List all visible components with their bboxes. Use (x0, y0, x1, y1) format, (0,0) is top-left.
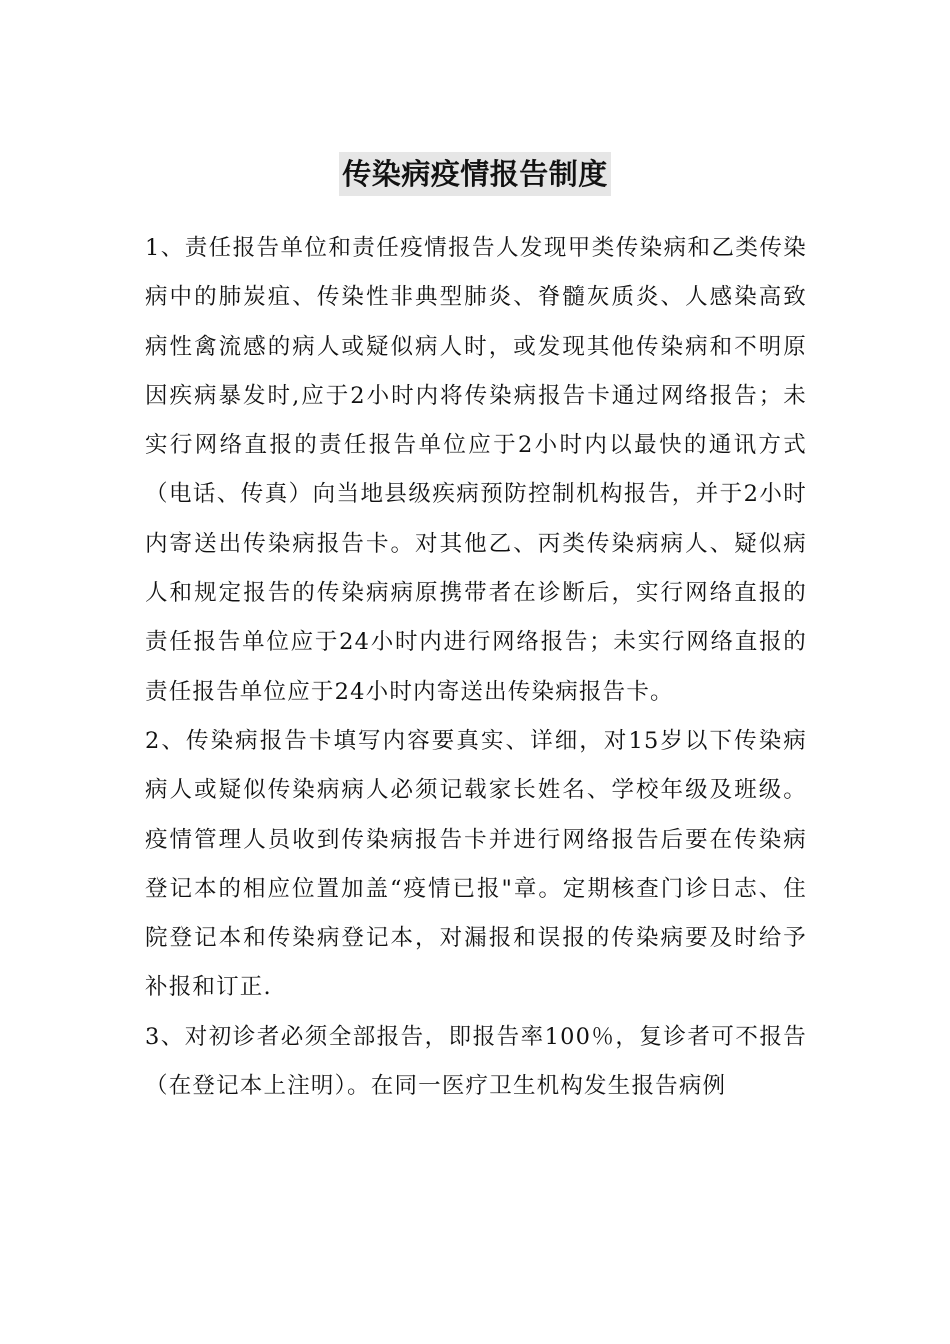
document-body (145, 224, 807, 1111)
paragraph-3: 3、对初诊者必须全部报告，即报告率100％，复诊者可不报告（在登记本上注明）。在同一医疗卫生机构发生报告病例 (145, 1023, 807, 1100)
document-title: 传染病疫情报告制度 (339, 152, 611, 196)
paragraph-1: 1、责任报告单位和责任疫情报告人发现甲类传染病和乙类传染病中的肺炭疽、传染性非典型肺炎、脊髓灰质炎、人感染高致病性禽流感的病人或疑似病人时，或发现其他传染病和不明原因疾病暴发时,应于2小时内将传染病报告卡通过网络报告；未实行网络直报的责任报告单位应于2小时内以最快的通讯方式（电话、传真）向当地县级疾病预防控制机构报告，并于2小时内寄送出传染病报告卡。对其他乙、丙类传染病病人、疑似病人和规定报告的传染病病原携带者在诊断后，实行网络直报的责任报告单位应于24小时内进行网络报告；未实行网络直报的责任报告单位应于24小时内寄送出传染病报告卡。 (145, 235, 807, 705)
paragraph-2: 2、传染病报告卡填写内容要真实、详细，对15岁以下传染病病人或疑似传染病病人必须记载家长姓名、学校年级及班级。疫情管理人员收到传染病报告卡并进行网络报告后要在传染病登记本的相应位置加盖“疫情已报"章。定期核查门诊日志、住院登记本和传染病登记本，对漏报和误报的传染病要及时给予补报和订正. (145, 727, 807, 1001)
title-container (0, 152, 950, 196)
